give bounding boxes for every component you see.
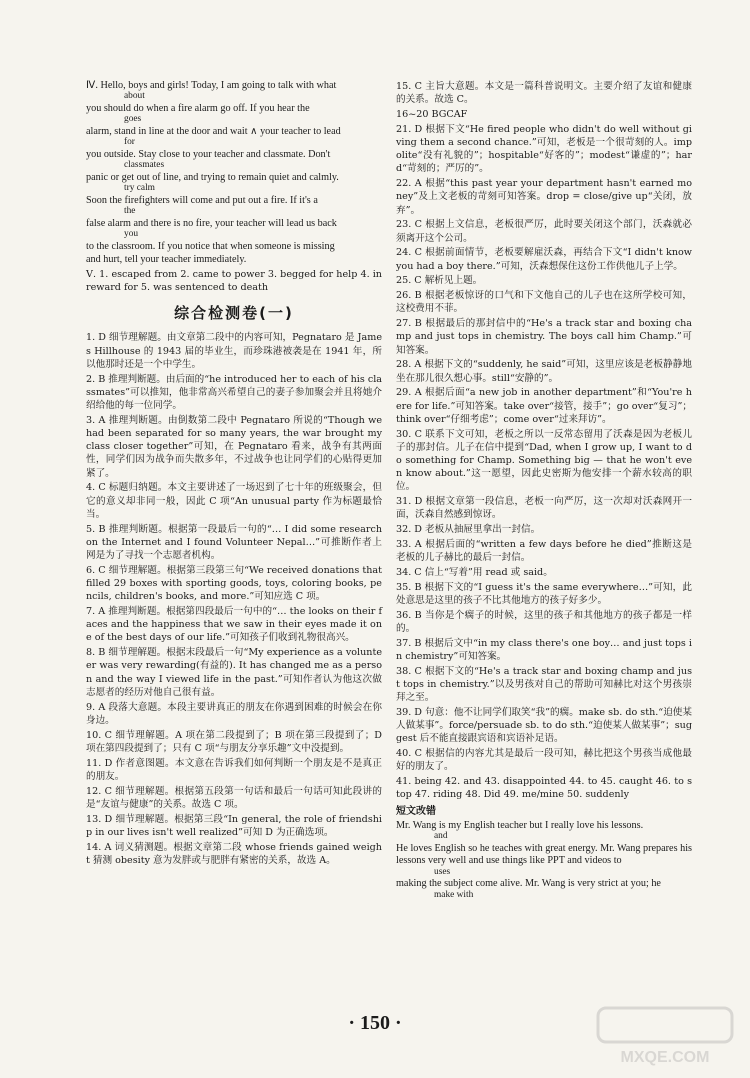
sentence: He loves English so he teaches with great energy. Mr. Wang prepares his lessons very well and use things like PPT and videos to: [396, 842, 692, 867]
correction: classmates: [124, 160, 165, 171]
correction: the: [124, 206, 136, 217]
answer-item: 13. D 细节理解题。根据第三段“In general, the role of friendship in our lives isn't well realized”可知 D 为正确选项。: [86, 813, 382, 838]
answer-item: 40. C 根据信的内容尤其是最后一段可知，赫比把这个男孩当成他最好的朋友了。: [396, 748, 692, 773]
part5-answers: Ⅴ. 1. escaped from 2. came to power 3. begged for help 4. in reward for 5. was sentenced to death: [86, 268, 382, 294]
correction: make with: [434, 889, 474, 900]
writing-line: [86, 172, 382, 194]
answer-item: 6. C 细节理解题。根据第三段第三句“We received donations that filled 29 boxes with sporting goods, toys, coloring books, pencils, children's books, and more.”可知应选 C 项。: [86, 564, 382, 603]
answer-item: 36. B 当你是个瘸子的时候，这里的孩子和其他地方的孩子都是一样的。: [396, 609, 692, 635]
sentence: making the subject come alive. Mr. Wang is very strict at you; he: [396, 878, 661, 890]
answer-item: 10. C 细节理解题。A 项在第二段提到了；B 项在第三段提到了；D 项在第四段提到了；只有 C 项“与朋友分享乐趣”文中没提到。: [86, 729, 382, 754]
page-number: · 150 ·: [348, 1012, 402, 1034]
answer-item: 11. D 作者意图题。本文意在告诉我们如何判断一个朋友是不是真正的朋友。: [86, 757, 382, 782]
sentence: you should do when a fire alarm go off. If you hear the: [86, 103, 310, 114]
writing-line: [86, 195, 382, 217]
answer-item: 8. B 细节理解题。根据末段最后一句“My experience as a volunteer was very rewarding(有益的). It has changed me as a person and the way I viewed life in the past.”可知作者认为他这次做志愿者的经历对他自己很有益。: [86, 647, 382, 698]
answer-list-right: [396, 80, 692, 802]
correction-line: [396, 843, 692, 877]
error-correction-block: [396, 820, 692, 900]
answer-item: 14. A 词义猜测题。根据文章第二段 whose friends gained weight 猜测 obesity 意为发胖或与肥胖有紧密的关系，故选 A。: [86, 841, 382, 866]
sentence: alarm, stand in line at the door and wait ∧ your teacher to lead: [86, 126, 341, 137]
answer-item: 2. B 推理判断题。由后面的“he introduced her to each of his classmates”可以推知，他非常高兴希望自己的妻子参加聚会并且将她介绍给他的每一位同学。: [86, 373, 383, 412]
correction: uses: [434, 866, 451, 877]
answer-item: 33. A 根据后面的“written a few days before he died”推断这是老板的儿子赫比的最后一封信。: [396, 539, 692, 564]
watermark-text: MXQE.COM: [620, 1049, 710, 1066]
writing-line: [86, 103, 382, 125]
answer-item: 38. C 根据下文的“He's a track star and boxing champ and just tops in chemistry.”以及男孩对自己的帮助可知赫比对这个男孩崇拜之至。: [396, 665, 692, 704]
answer-item: 29. A 根据后面“a new job in another department”和“You're here for life.”可知答案。take over“接管，接手”；go over“复习”；think over“仔细考虑”；come over“过来拜访”。: [396, 387, 692, 425]
answer-item: 35. B 根据下文的“I guess it's the same everywhere…”可知，此处意思是这里的孩子不比其他地方的孩子好多少。: [396, 581, 692, 607]
correction: about: [124, 91, 145, 102]
section-title: 综合检测卷(一): [174, 304, 294, 323]
answer-item: 21. D 根据下文“He fired people who didn't do well without giving them a second chance.”可知，老板是一个很苛刻的人。impolite“没有礼貌的”；hospitable“好客的”；modest“谦虚的”；hard“苛刻的；严厉的”。: [396, 123, 692, 175]
answer-item: 23. C 根据上文信息，老板很严厉，此时要关闭这个部门，沃森就必须离开这个公司。: [396, 219, 692, 244]
answer-item: 24. C 根据前面情节，老板要解雇沃森，再结合下文“I didn't know you had a boy there.”可知，沃森想保住这份工作供他儿子上学。: [396, 247, 692, 272]
correction-line: [396, 878, 692, 900]
answer-item: 5. B 推理判断题。根据第一段最后一句的“… I did some research on the Internet and I found Volunteer Nepal…”可推断作者上网是为了寻找一个志愿者机构。: [86, 523, 382, 562]
sentence: Mr. Wang is my English teacher but I really love his lessons.: [396, 819, 644, 831]
correction: you: [124, 229, 139, 240]
sentence: you outside. Stay close to your teacher and classmate. Don't: [86, 149, 331, 160]
answer-item: 15. C 主旨大意题。本文是一篇科普说明文。主要介绍了友谊和健康的关系。故选 C。: [396, 81, 692, 106]
answer-item: 28. A 根据下文的“suddenly, he said”可知，这里应该是老板静静地坐在那儿很久想心事。still“安静的”。: [396, 359, 692, 384]
answer-item: 1. D 细节理解题。由文章第二段中的内容可知，Pegnataro 是 James Hillhouse 的 1943 届的毕业生，而珍珠港被袭是在 1941 年，所以他那时还是一个中学生。: [86, 332, 382, 370]
answer-item: 27. B 根据最后的那封信中的“He's a track star and boxing champ and just tops in chemistry. The boys call him Champ.”可知答案。: [396, 318, 692, 356]
answer-item: 30. C 联系下文可知，老板之所以一反常态留用了沃森是因为老板儿子的那封信。儿子在信中提到“Dad, when I grow up, I want to do something for Champ. Something big — that he won't even know about.”这一愿望，因此史密斯为他安排一个薪水较高的职位。: [396, 428, 692, 493]
correction-line: [396, 820, 692, 842]
answer-item: 12. C 细节理解题。根据第五段第一句话和最后一句话可知此段讲的是“友谊与健康”的关系。故选 C 项。: [86, 785, 382, 810]
answer-item: 9. A 段落大意题。本段主要讲真正的朋友在你遇到困难的时候会在你身边。: [86, 701, 382, 726]
answer-item: 31. D 根据文章第一段信息，老板一向严厉，这一次却对沃森网开一面，沃森自然感到惊讶。: [396, 496, 692, 521]
sentence: to the classroom. If you notice that when someone is missing: [86, 241, 335, 252]
left-column: [86, 80, 382, 869]
correction: for: [124, 137, 135, 148]
answer-item: 26. B 根据老板惊讶的口气和下文他自己的儿子也在这所学校可知，这校费用不菲。: [396, 290, 692, 315]
writing-line: [86, 254, 382, 266]
writing-line: [86, 80, 382, 102]
answer-item: 41. being 42. and 43. disappointed 44. to 45. caught 46. to stop 47. riding 48. Did 49. me/mine 50. suddenly: [396, 776, 692, 801]
writing-line: [86, 218, 382, 240]
watermark-logo: [590, 1004, 740, 1070]
correction: and: [434, 831, 448, 842]
answer-item: 32. D 老板从抽屉里拿出一封信。: [396, 524, 541, 536]
answer-item: 22. A 根据“this past year your department hasn't earned money”及上文老板的苛刻可知答案。drop = close/give up“关闭，放弃”。: [396, 178, 692, 216]
answer-item: 39. D 句意：他不让同学们取笑“我”的瘸。make sb. do sth.“迫使某人做某事”。force/persuade sb. to do sth.“迫使某人做某事”；suggest 后不能直接跟宾语和宾语补足语。: [396, 707, 692, 745]
answer-item: 25. C 解析见上题。: [396, 275, 483, 287]
answer-item: 37. B 根据后文中“in my class there's one boy… and just tops in chemistry”可知答案。: [396, 637, 692, 663]
writing-line: [86, 149, 382, 171]
writing-correction-block: [86, 80, 382, 267]
answer-list-left: [86, 331, 382, 867]
answer-item: 7. A 推理判断题。根据第四段最后一句中的“… the looks on their faces and the happiness that we saw in their eyes made it one of the best days of our life.”可知孩子们收到礼物很高兴。: [86, 606, 382, 644]
writing-line: [86, 126, 382, 148]
sentence: false alarm and there is no fire, your teacher will lead us back: [86, 218, 337, 229]
sentence: panic or get out of line, and trying to remain quiet and calmly.: [86, 172, 339, 183]
writing-line: [86, 241, 382, 253]
sentence: Soon the firefighters will come and put out a fire. If it's a: [86, 195, 318, 206]
correction: try calm: [124, 183, 155, 194]
correction: goes: [124, 114, 142, 125]
sentence: Ⅳ. Hello, boys and girls! Today, I am going to talk with what: [86, 80, 337, 91]
answer-item: 4. C 标题归纳题。本文主要讲述了一场迟到了七十年的班级聚会，但它的意义却非同一般，因此 C 项“An unusual party 作为标题最恰当。: [86, 482, 382, 520]
subsection-title: 短文改错: [396, 805, 436, 817]
answer-item: 3. A 推理判断题。由倒数第二段中 Pegnataro 所说的“Though we had been separated for so many years, the war brought my class closer together”可知，在 Pegnataro 看来，战争有其两面性，同学们因为战争而失散多年，不过战争也让同学们的心贴得更加紧了。: [86, 414, 382, 479]
right-column: [396, 80, 692, 901]
answer-item: 16~20 BGCAF: [396, 109, 468, 120]
answer-item: 34. C 信上“写着”用 read 或 said。: [396, 567, 553, 579]
sentence: and hurt, tell your teacher immediately.: [86, 254, 247, 266]
